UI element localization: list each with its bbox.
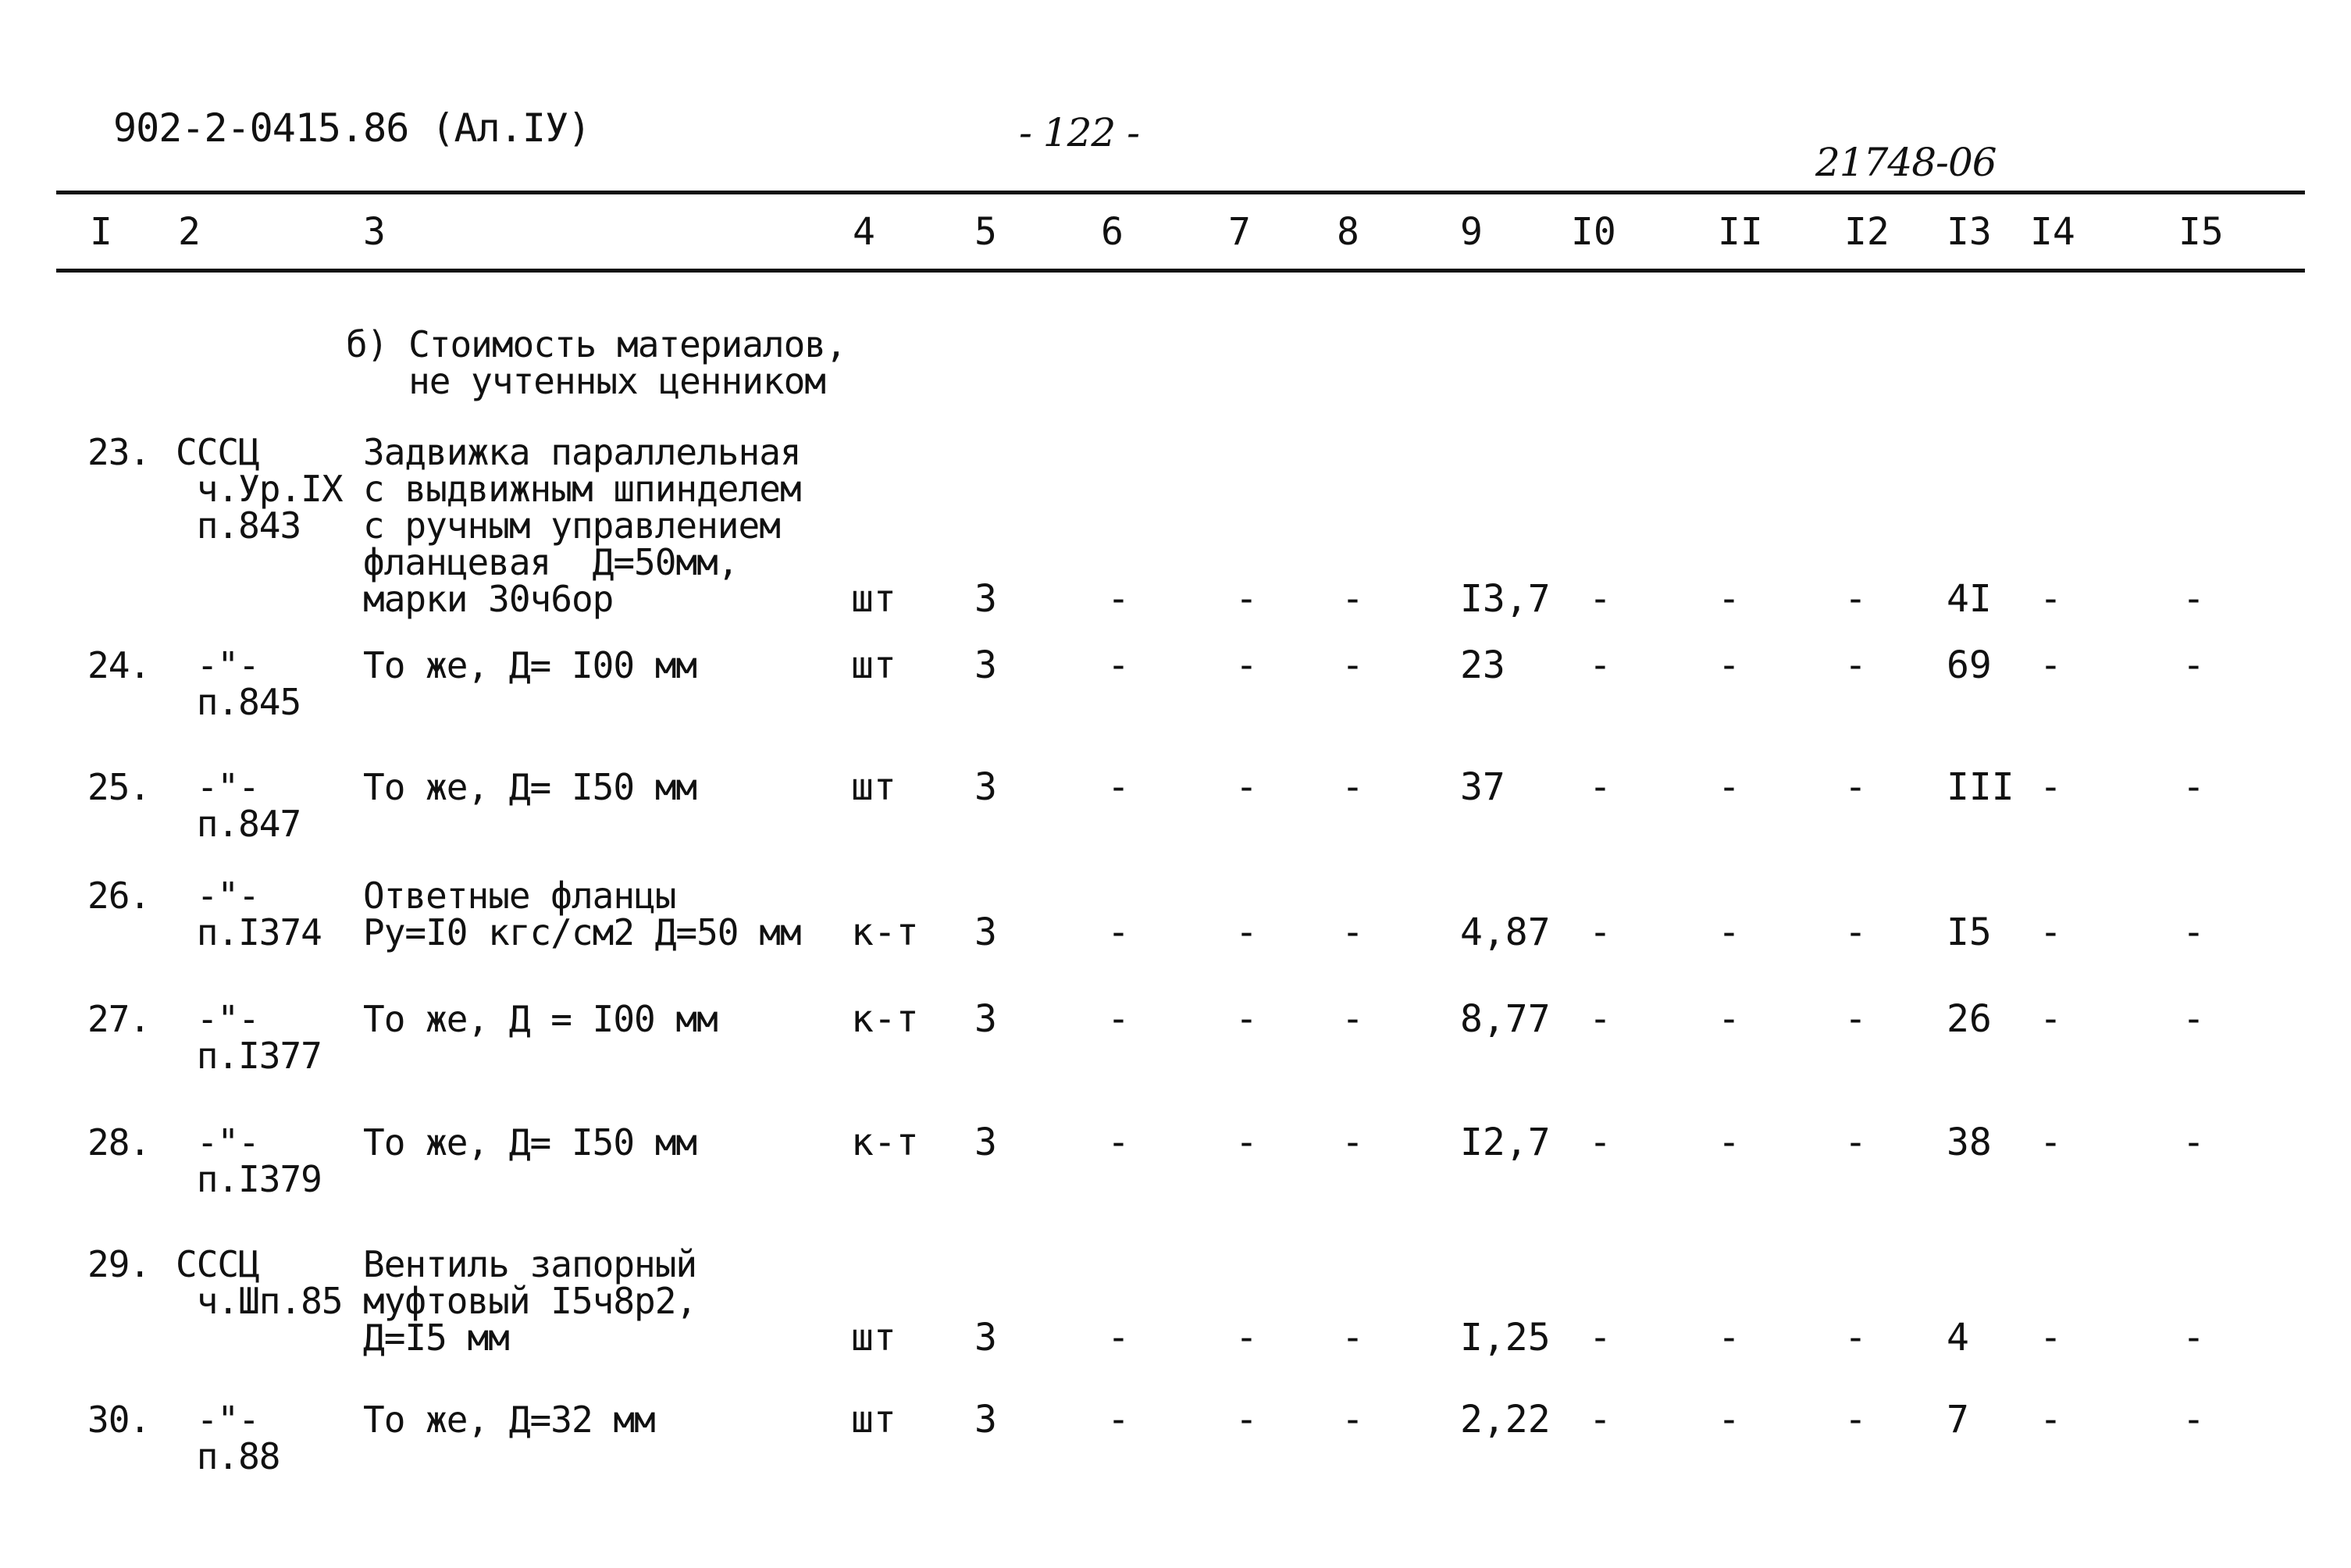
- header-bottom-rule: [56, 269, 2305, 273]
- price-reference: СССЦ ч.Шп.85: [176, 1243, 343, 1322]
- total-cell: 38: [1947, 1121, 1992, 1164]
- col10-cell: -: [1589, 1121, 1612, 1164]
- col12-cell: -: [1844, 1316, 1867, 1360]
- col6-cell: -: [1107, 765, 1130, 809]
- col15-cell: -: [2182, 765, 2205, 809]
- row-number: 26.: [87, 875, 151, 917]
- col15-cell: -: [2182, 577, 2205, 621]
- page-number: - 122 -: [1019, 110, 1140, 155]
- col12-cell: -: [1844, 1398, 1867, 1441]
- section-title: б) Стоимость материалов, не учтенных ценником: [346, 323, 846, 402]
- total-cell: 7: [1947, 1398, 1969, 1441]
- total-cell: 69: [1947, 643, 1992, 687]
- item-description: Задвижка параллельная с выдвижным шпинделем с ручным управлением фланцевая Д=50мм, марки 30ч6ор: [363, 431, 801, 620]
- document-code: 902-2-0415.86 (Ал.IУ): [113, 105, 591, 151]
- col11-cell: -: [1718, 1398, 1740, 1441]
- col14-cell: -: [2039, 997, 2062, 1041]
- col7-cell: -: [1235, 1398, 1258, 1441]
- column-number-13: I3: [1947, 210, 1992, 254]
- col6-cell: -: [1107, 643, 1130, 687]
- column-number-4: 4: [853, 210, 875, 254]
- unit-cell: шт: [851, 1398, 896, 1441]
- col10-cell: -: [1589, 997, 1612, 1041]
- quantity-cell: 3: [974, 577, 997, 621]
- item-description: То же, Д= I50 мм: [363, 766, 697, 808]
- col11-cell: -: [1718, 911, 1740, 954]
- unit-cell: шт: [851, 1316, 896, 1360]
- quantity-cell: 3: [974, 911, 997, 954]
- col10-cell: -: [1589, 577, 1612, 621]
- col14-cell: -: [2039, 911, 2062, 954]
- col7-cell: -: [1235, 765, 1258, 809]
- col10-cell: -: [1589, 1316, 1612, 1360]
- unit-cell: шт: [851, 577, 896, 621]
- unit-cell: к-т: [851, 911, 919, 954]
- col12-cell: -: [1844, 997, 1867, 1041]
- quantity-cell: 3: [974, 643, 997, 687]
- row-number: 23.: [87, 431, 151, 473]
- quantity-cell: 3: [974, 765, 997, 809]
- row-number: 24.: [87, 644, 151, 686]
- col15-cell: -: [2182, 1316, 2205, 1360]
- price-reference: -"- п.I379: [196, 1121, 322, 1200]
- col15-cell: -: [2182, 997, 2205, 1041]
- column-number-5: 5: [974, 210, 997, 254]
- unit-price-cell: I,25: [1460, 1316, 1551, 1360]
- col11-cell: -: [1718, 1316, 1740, 1360]
- col12-cell: -: [1844, 577, 1867, 621]
- total-cell: I5: [1947, 911, 1992, 954]
- column-number-1: I: [90, 210, 112, 254]
- col7-cell: -: [1235, 643, 1258, 687]
- row-number: 28.: [87, 1121, 151, 1164]
- col7-cell: -: [1235, 577, 1258, 621]
- unit-cell: к-т: [851, 1121, 919, 1164]
- col6-cell: -: [1107, 1316, 1130, 1360]
- col15-cell: -: [2182, 1398, 2205, 1441]
- col11-cell: -: [1718, 1121, 1740, 1164]
- price-reference: -"- п.I377: [196, 998, 322, 1077]
- col15-cell: -: [2182, 1121, 2205, 1164]
- col7-cell: -: [1235, 911, 1258, 954]
- price-reference: -"- п.845: [196, 644, 301, 723]
- col12-cell: -: [1844, 911, 1867, 954]
- col6-cell: -: [1107, 1121, 1130, 1164]
- item-description: То же, Д = I00 мм: [363, 998, 718, 1040]
- col14-cell: -: [2039, 765, 2062, 809]
- col12-cell: -: [1844, 643, 1867, 687]
- col8-cell: -: [1341, 911, 1364, 954]
- quantity-cell: 3: [974, 1121, 997, 1164]
- col6-cell: -: [1107, 577, 1130, 621]
- col14-cell: -: [2039, 577, 2062, 621]
- row-number: 27.: [87, 998, 151, 1040]
- row-number: 29.: [87, 1243, 151, 1285]
- column-number-15: I5: [2178, 210, 2224, 254]
- unit-cell: шт: [851, 765, 896, 809]
- col6-cell: -: [1107, 1398, 1130, 1441]
- unit-cell: шт: [851, 643, 896, 687]
- quantity-cell: 3: [974, 1398, 997, 1441]
- column-number-2: 2: [178, 210, 201, 254]
- col11-cell: -: [1718, 577, 1740, 621]
- quantity-cell: 3: [974, 997, 997, 1041]
- column-number-9: 9: [1460, 210, 1483, 254]
- col14-cell: -: [2039, 1398, 2062, 1441]
- item-description: Ответные фланцы Ру=I0 кгс/см2 Д=50 мм: [363, 875, 801, 953]
- col12-cell: -: [1844, 765, 1867, 809]
- item-description: То же, Д= I50 мм: [363, 1121, 697, 1164]
- unit-price-cell: 4,87: [1460, 911, 1551, 954]
- total-cell: 26: [1947, 997, 1992, 1041]
- total-cell: 4I: [1947, 577, 1992, 621]
- col11-cell: -: [1718, 765, 1740, 809]
- price-reference: -"- п.88: [196, 1399, 280, 1477]
- row-number: 25.: [87, 766, 151, 808]
- col8-cell: -: [1341, 643, 1364, 687]
- col7-cell: -: [1235, 1121, 1258, 1164]
- column-number-12: I2: [1844, 210, 1890, 254]
- inventory-number: 21748-06: [1815, 140, 1997, 185]
- unit-price-cell: 8,77: [1460, 997, 1551, 1041]
- col14-cell: -: [2039, 1121, 2062, 1164]
- col12-cell: -: [1844, 1121, 1867, 1164]
- total-cell: 4: [1947, 1316, 1969, 1360]
- col15-cell: -: [2182, 911, 2205, 954]
- col14-cell: -: [2039, 643, 2062, 687]
- column-number-11: II: [1718, 210, 1763, 254]
- col10-cell: -: [1589, 1398, 1612, 1441]
- col10-cell: -: [1589, 911, 1612, 954]
- item-description: То же, Д=32 мм: [363, 1399, 655, 1441]
- price-reference: -"- п.I374: [196, 875, 322, 953]
- col8-cell: -: [1341, 1121, 1364, 1164]
- total-cell: III: [1947, 765, 2014, 809]
- quantity-cell: 3: [974, 1316, 997, 1360]
- unit-price-cell: 23: [1460, 643, 1505, 687]
- item-description: То же, Д= I00 мм: [363, 644, 697, 686]
- col7-cell: -: [1235, 997, 1258, 1041]
- column-number-6: 6: [1101, 210, 1124, 254]
- col8-cell: -: [1341, 765, 1364, 809]
- col11-cell: -: [1718, 643, 1740, 687]
- col7-cell: -: [1235, 1316, 1258, 1360]
- top-rule: [56, 191, 2305, 194]
- unit-price-cell: I3,7: [1460, 577, 1551, 621]
- unit-price-cell: I2,7: [1460, 1121, 1551, 1164]
- col8-cell: -: [1341, 1398, 1364, 1441]
- row-number: 30.: [87, 1399, 151, 1441]
- col15-cell: -: [2182, 643, 2205, 687]
- col8-cell: -: [1341, 1316, 1364, 1360]
- col14-cell: -: [2039, 1316, 2062, 1360]
- unit-price-cell: 2,22: [1460, 1398, 1551, 1441]
- price-reference: -"- п.847: [196, 766, 301, 845]
- col6-cell: -: [1107, 911, 1130, 954]
- col10-cell: -: [1589, 765, 1612, 809]
- col10-cell: -: [1589, 643, 1612, 687]
- column-number-10: I0: [1571, 210, 1616, 254]
- column-number-14: I4: [2030, 210, 2075, 254]
- column-number-3: 3: [363, 210, 386, 254]
- col8-cell: -: [1341, 997, 1364, 1041]
- item-description: Вентиль запорный муфтовый I5ч8р2, Д=I5 мм: [363, 1243, 697, 1359]
- col11-cell: -: [1718, 997, 1740, 1041]
- col8-cell: -: [1341, 577, 1364, 621]
- column-number-8: 8: [1337, 210, 1359, 254]
- unit-price-cell: 37: [1460, 765, 1505, 809]
- col6-cell: -: [1107, 997, 1130, 1041]
- price-reference: СССЦ ч.Ур.IX п.843: [176, 431, 343, 547]
- column-number-7: 7: [1228, 210, 1251, 254]
- unit-cell: к-т: [851, 997, 919, 1041]
